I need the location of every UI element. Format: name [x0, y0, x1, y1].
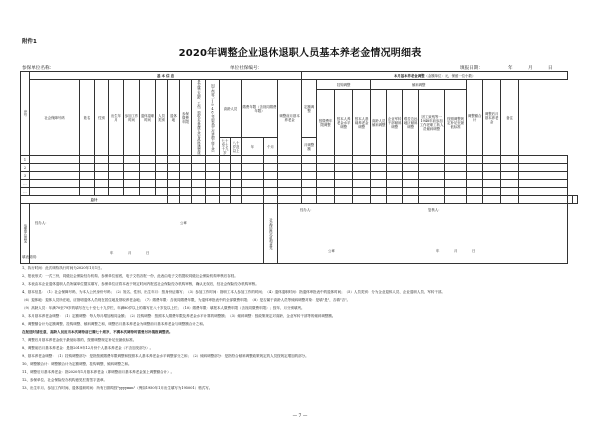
- sig-right-title: 社会保险经办机构意见: [264, 204, 278, 264]
- table-row: [21, 188, 578, 196]
- pension-table: [20, 71, 578, 264]
- page-number: — 7 —: [292, 414, 308, 419]
- notes-title: 填表说明：: [22, 255, 40, 259]
- col-1948-header: 因工伤等一1948年前参加工作老职工转人员: [206, 80, 220, 156]
- col-70-79-header: 七十至七十九岁: [220, 138, 231, 156]
- note-line: 1、执行时间：此次调待执行时间为2020年1月1日。: [22, 266, 105, 270]
- row-seq: 1: [21, 156, 30, 164]
- note-line: 3、本表由本企业退休退职人员所属单位据实填写，参保单位应将本表于规定时间内报送社会保险经办机构审核，确认无误后，经社会保险经办机构审核。: [22, 282, 259, 286]
- row-seq: …: [21, 188, 30, 196]
- table-row: [21, 180, 578, 188]
- row-seq: 2: [21, 164, 30, 172]
- col-linked-header: 挂钩调整: [317, 80, 371, 90]
- sig-left-date-month: 月: [128, 251, 132, 255]
- note-line: （6）退休地：退休人员所在地，应指明退休人员现在居住地及领取养老金地；（7）缴费年限：含视同缴费年限，为退休审批表中的全部缴费年限；（8）是否属于高龄人员等倾斜调整对象：是填"是"，否填"否"。: [22, 298, 351, 302]
- sig-right-date-year: 年: [436, 249, 440, 253]
- sig-right-date-day: 日: [472, 249, 476, 253]
- social-number-label: 单位社保编号：: [230, 66, 263, 71]
- sig-right-handler: 经办人：: [300, 208, 314, 212]
- total-label: 总计: [21, 196, 168, 204]
- col-name-header: 姓名: [80, 80, 95, 156]
- note-line: 5、本月基本养老金调整：（1）定额调整：每人每月增加相同金额；（2）挂钩调整：按照本人缴费年限及养老金水平计算的调整额；（3）倾斜调整：按政策规定对高龄、企业军转干部等的倾斜调整额。: [22, 314, 336, 318]
- col-linked-c-header: 按本人基础养老金调整: [353, 90, 371, 156]
- col-birth-header: 出生年月: [109, 80, 124, 156]
- pension-adjust-header: 本月基本养老金调整（金额单位：元，保留一位小数）: [302, 72, 568, 80]
- col-tilt-d-header: 因工致残等一1948年前参加工作老职工转人员倾斜调整: [419, 90, 445, 156]
- note-emphasis: 在报送时请注意，高龄人员应当本次调待前已满七十周岁，不满本次调待时需要另补填报调整表。: [22, 330, 173, 334]
- table-row: [21, 156, 578, 164]
- page-title: 2020年调整企业退休退职人员基本养老金情况明细表: [178, 48, 422, 59]
- sig-right-reviewer: 复核人：: [428, 208, 442, 212]
- col-total-adj-header: 调整额合计: [467, 80, 483, 156]
- col-before-header: 调整前月基本养老金: [278, 80, 302, 156]
- unit-name-label: 参保单位名称：: [22, 66, 55, 71]
- col-after-header: 调整后月基本养老金: [483, 80, 501, 156]
- table-row: [21, 172, 578, 180]
- col-linked-b-header: 按本人养老金水平调整: [335, 90, 353, 156]
- col-year-header: 年: [242, 138, 264, 156]
- col-tilt-b-header: 企业军转干部倾斜调整: [387, 90, 403, 156]
- date-month: 月: [528, 66, 533, 71]
- annex-label: 附件1: [22, 39, 37, 45]
- col-remark-header: 备注: [501, 80, 519, 156]
- col-tilt-c-header: 艰苦边远地区倾斜调整: [403, 90, 419, 156]
- date-label: 填报日期：: [460, 66, 483, 71]
- col-tilt-e-header: 按照调整规定补足至最低标准: [445, 90, 467, 156]
- note-line: 10、调整额合计：调整额合计为定额调整、挂钩调整、倾斜调整之和。: [22, 362, 132, 366]
- col-special-types-header: 是否属于高龄、工伤、领取企业退休人员身份待遇退休: [192, 80, 206, 156]
- col-linked-a-header: 按缴费年限调整: [317, 90, 335, 156]
- col-month-header: 个月: [264, 138, 278, 156]
- col-retire-time-header: 退休退职时间: [140, 80, 156, 156]
- sig-left-date-year: 年: [110, 251, 114, 255]
- col-ratio-header: 缴费年限（含视同缴费年限）: [242, 80, 278, 138]
- sig-left-seal: 公章: [180, 221, 187, 225]
- date-year: 年: [508, 66, 513, 71]
- col-tilted-header: 倾斜调整: [371, 80, 467, 90]
- note-line: 11、调整后月基本养老金：指2020年1月基本养老金（即调整前月基本养老金加上调整额合计）。: [22, 370, 175, 374]
- note-line: 2、报表形式：一式三份，同级社会保险经办机构、参保单位留底，电子文档各报一份，此表由电子文档提取同级社会保险机构审核后存档。: [22, 274, 238, 278]
- sig-left-title: 参保单位意见: [21, 204, 30, 264]
- col-seq-header: 序号: [21, 72, 30, 156]
- note-line: 9、基本养老金调整：（1）挂钩调整部分：是指按照缴费年限调整和按照本人基本养老金水平调整部分之和；（2）倾斜调整部分：是指符合倾斜调整政策规定的人员按规定增加的部分。: [22, 354, 309, 358]
- row-seq: …: [21, 180, 30, 188]
- note-line: 7、调整后月基本养老金低于最低标准的，按照调整规定补足至最低标准。: [22, 338, 137, 342]
- col-senior-header: 高龄人员: [220, 80, 242, 138]
- note-line: 8、调整前后月基本养老金：是指2019年12月份个人基本养老金（不含加发部分）。: [22, 346, 154, 350]
- row-seq: 3: [21, 172, 30, 180]
- col-work-start-header: 参加工作时间: [124, 80, 140, 156]
- note-line: 12、参保单位、社会保险经办机构意见栏需签字盖章。: [22, 378, 107, 382]
- date-day: 日: [548, 66, 553, 71]
- note-line: 13、出生年月、参加工作时间、退休退职时间：所有日期均按"yyyymm"（例如1950年1月出生填写为195001）格式写。: [22, 386, 213, 390]
- sig-left-date-day: 日: [146, 251, 150, 255]
- col-retire-place-header: 退休地: [168, 80, 180, 156]
- table-row: [21, 164, 578, 172]
- sig-right-seal: 公章: [328, 249, 335, 253]
- col-fixed-amt-header: 月调整额: [302, 138, 317, 156]
- col-gender-header: 性别: [95, 80, 109, 156]
- col-personnel-type-header: 人员类别: [156, 80, 168, 156]
- col-tilt-a-header: 高龄人员倾斜调整: [371, 90, 387, 156]
- col-80-plus-header: 八十岁及以上: [231, 138, 242, 156]
- col-id-header: 社会保障号码: [30, 80, 80, 156]
- col-years-paid-header: 参保缴费年限: [180, 80, 192, 156]
- sig-right-date-month: 月: [454, 249, 458, 253]
- note-line: 4、基本信息：（1）社会保障号码，为本人公民身份号码；（2）姓名、性别、出生年月：按身份证填写；（3）参加工作时间：指职工本人参加工作的时间；（4）退休退职时间：指退休审批表中的退休时间；（5）人员类别：分为企业退休人员、企业退职人员、军转干部。: [22, 290, 445, 294]
- note-line: 6、调整额合计为定额调整、挂钩调整、倾斜调整之和，调整后月基本养老金为调整前月基本养老金与调整额合计之和。: [22, 322, 207, 326]
- note-line: （9）高龄人员：年满70至79岁的填写在七十至七十九岁栏，年满80岁以上的填写在八十岁及以上栏；（10）缴费年限：填报本人缴费年限（含视同缴费年限）；按年、月分别填列。: [22, 306, 305, 310]
- basic-info-header: 基 本 信 息: [30, 72, 302, 80]
- sig-left-handler: 经办人：: [35, 221, 49, 225]
- total-row: [21, 196, 578, 204]
- col-fixed-header: 定额调整: [302, 80, 317, 138]
